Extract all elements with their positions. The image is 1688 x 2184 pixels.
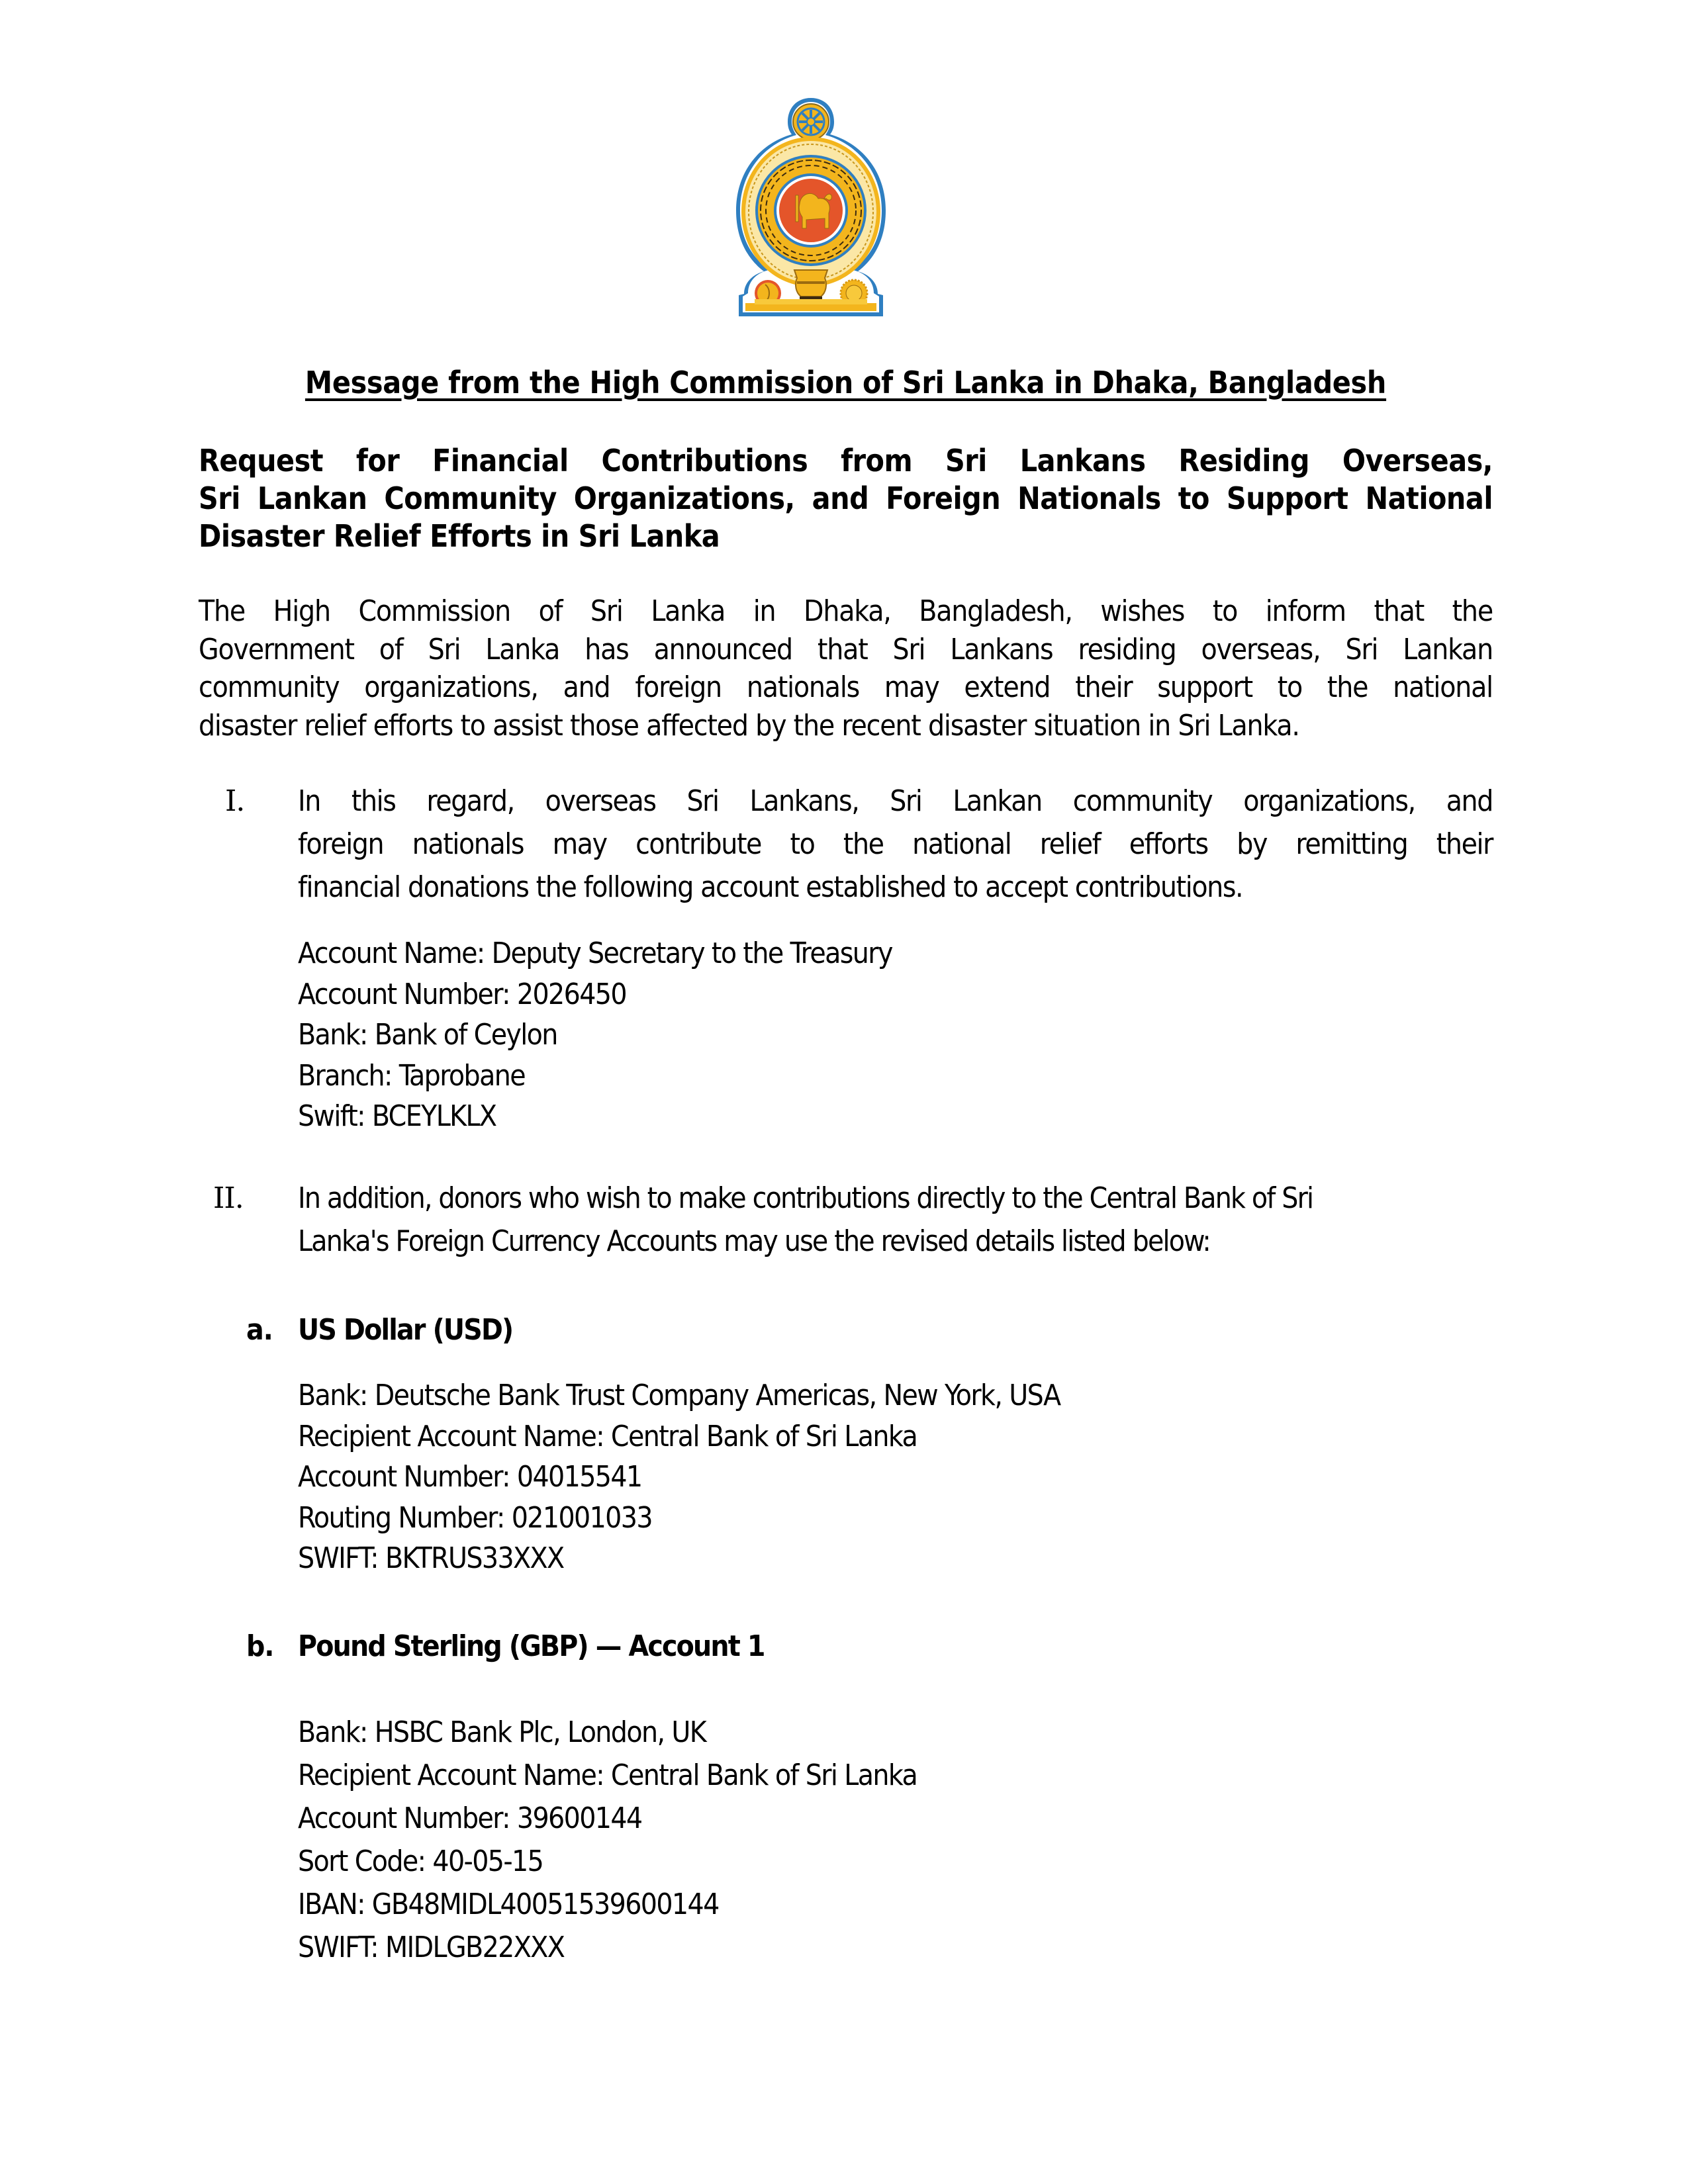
intro-line: disaster relief efforts to assist those affected by the recent disaster situation in Sri Lanka. (199, 708, 1299, 743)
recipient-account-name: Recipient Account Name: Central Bank of Sri Lanka (298, 1758, 917, 1792)
routing-number: Routing Number: 021001033 (298, 1500, 652, 1535)
bank-name: Bank: Bank of Ceylon (298, 1018, 557, 1052)
page-title: Message from the High Commission of Sri Lanka in Dhaka, Bangladesh (305, 365, 1387, 400)
heading-line: Request for Financial Contributions from Sri Lankans Residing Overseas, (199, 443, 1493, 478)
iban: IBAN: GB48MIDL40051539600144 (298, 1888, 719, 1921)
gbp-heading: Pound Sterling (GBP) — Account 1 (298, 1629, 765, 1663)
sub-marker-b: b. (246, 1629, 274, 1663)
recipient-account-name: Recipient Account Name: Central Bank of Sri Lanka (298, 1419, 917, 1453)
gbp-account-details (298, 1711, 917, 1969)
usd-account-details (298, 1375, 1060, 1579)
account-number: Account Number: 39600144 (298, 1801, 642, 1835)
account-name: Account Name: Deputy Secretary to the Treasury (298, 936, 892, 970)
list-marker-ii: II. (213, 1181, 244, 1215)
heading-line: Sri Lankan Community Organizations, and Foreign Nationals to Support National (199, 480, 1493, 516)
sort-code: Sort Code: 40-05-15 (298, 1844, 543, 1878)
bank-name: Bank: Deutsche Bank Trust Company Americas, New York, USA (298, 1379, 1060, 1412)
account-number: Account Number: 2026450 (298, 977, 626, 1011)
swift-code: SWIFT: MIDLGB22XXX (298, 1931, 565, 1964)
list-marker-i: I. (225, 784, 245, 818)
intro-line: community organizations, and foreign nationals may extend their support to the national (199, 670, 1493, 704)
bank-name: Bank: HSBC Bank Plc, London, UK (298, 1715, 706, 1749)
item-line: foreign nationals may contribute to the national relief efforts by remitting their (298, 827, 1493, 861)
item-line: Lanka's Foreign Currency Accounts may use the revised details listed below: (298, 1224, 1210, 1258)
account-number: Account Number: 04015541 (298, 1460, 642, 1494)
item-line: In this regard, overseas Sri Lankans, Sri Lankan community organizations, and (298, 784, 1493, 818)
usd-heading: US Dollar (USD) (298, 1313, 513, 1347)
intro-line: The High Commission of Sri Lanka in Dhaka, Bangladesh, wishes to inform that the (199, 594, 1493, 628)
item-ii-text (298, 1177, 1493, 1263)
item-line: In addition, donors who wish to make contributions directly to the Central Bank of Sri (298, 1181, 1313, 1215)
item-line: financial donations the following account established to accept contributions. (298, 870, 1243, 904)
treasury-account-details (298, 933, 892, 1137)
intro-line: Government of Sri Lanka has announced that Sri Lankans residing overseas, Sri Lankan (199, 632, 1493, 666)
branch-name: Branch: Taprobane (298, 1058, 525, 1093)
swift-code: Swift: BCEYLKLX (298, 1099, 496, 1133)
heading-line: Disaster Relief Efforts in Sri Lanka (199, 518, 720, 554)
request-heading (199, 442, 1493, 555)
sri-lanka-emblem-icon (728, 93, 894, 321)
swift-code: SWIFT: BKTRUS33XXX (298, 1541, 564, 1575)
item-i-text (298, 780, 1493, 909)
sub-marker-a: a. (246, 1313, 273, 1347)
intro-paragraph (199, 592, 1493, 745)
